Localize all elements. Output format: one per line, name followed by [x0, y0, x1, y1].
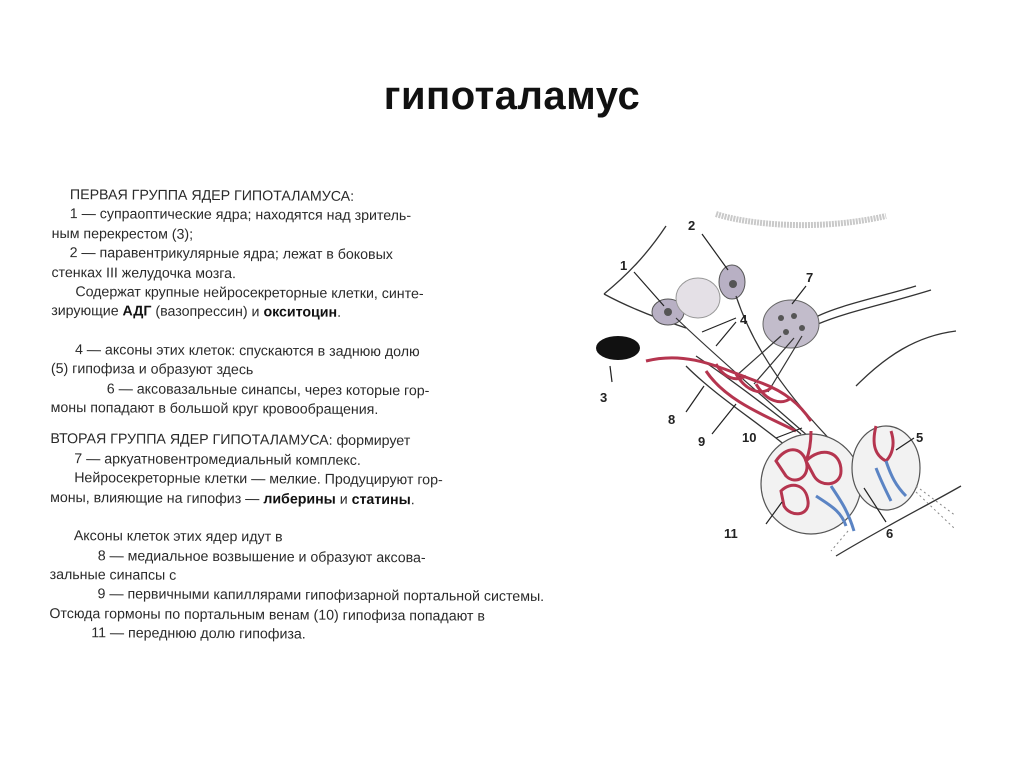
fiber-bundle [818, 290, 931, 324]
upper-structure [716, 214, 886, 225]
nucleus-cell [799, 325, 805, 331]
text-line: (5) гипофиза и образуют здесь [50, 361, 254, 379]
text-fragment: зирующие [51, 303, 123, 320]
text-line: Нейросекреторные клетки — мелкие. Продуцируют гор- [74, 470, 443, 489]
optic-chiasm [596, 336, 640, 360]
text-line: Отсюда гормоны по портальным венам (10) гипофиза попадают в [49, 605, 485, 625]
text-line: моны попадают в большой круг кровообращения. [50, 400, 379, 419]
label-11: 11 [724, 526, 738, 541]
posterior-lobe [852, 426, 920, 510]
text-line: 7 — аркуатновентромедиальный комплекс. [74, 451, 361, 469]
text-line: зальные синапсы с [49, 566, 177, 584]
statins-term: статины [351, 491, 411, 508]
leader-line [686, 386, 704, 412]
anterior-lobe [761, 434, 861, 534]
hypothalamus-diagram [586, 206, 966, 566]
fiber-bundle [814, 286, 916, 318]
text-line: Аксоны клеток этих ядер идут в [73, 528, 283, 546]
text-fragment: моны, влияющие на гипофиз — [50, 489, 264, 507]
third-ventricle-wall [856, 331, 956, 386]
text-line: 4 — аксоны этих клеток: спускаются в заднюю долю [74, 341, 420, 361]
axon-line [754, 338, 794, 384]
leader-line [702, 318, 736, 332]
label-9: 9 [698, 434, 706, 449]
leader-line [610, 366, 612, 382]
slide-title: гипоталамус [383, 74, 641, 118]
oxytocin-term: окситоцин [263, 304, 338, 322]
text-line: стенках III желудочка мозга. [51, 264, 236, 282]
axon-line [736, 336, 781, 376]
nucleus-cell [778, 315, 784, 321]
text-line: 1 — супраоптические ядра; находятся над зритель- [69, 206, 412, 225]
group1-heading: ПЕРВАЯ ГРУППА ЯДЕР ГИПОТАЛАМУСА: [69, 187, 355, 205]
leader-line [702, 234, 728, 270]
nucleus-cell [729, 280, 737, 288]
label-7: 7 [806, 270, 814, 285]
text-line: ным перекрестом (3); [51, 225, 194, 243]
outflow-line [916, 486, 956, 516]
text-line: 8 — медиальное возвышение и образуют аксова- [97, 547, 426, 566]
text-fragment: формирует [332, 433, 411, 450]
text-fragment: (вазопрессин) и [151, 304, 264, 321]
label-2: 2 [688, 218, 696, 233]
text-fragment: и [335, 491, 352, 508]
label-6: 6 [886, 526, 894, 541]
group2-heading: ВТОРАЯ ГРУППА ЯДЕР ГИПОТАЛАМУСА: [50, 431, 333, 450]
label-4: 4 [740, 312, 748, 327]
nucleus-cell [783, 329, 789, 335]
label-1: 1 [620, 258, 628, 273]
label-10: 10 [742, 430, 757, 445]
label-5: 5 [916, 430, 924, 445]
liberins-term: либерины [263, 490, 336, 508]
outline-upper [604, 226, 666, 294]
text-line: 2 — паравентрикулярные ядра; лежат в боковых [69, 245, 393, 264]
text-line: 11 — переднюю долю гипофиза. [91, 625, 306, 643]
label-8: 8 [668, 412, 676, 427]
adg-term: АДГ [122, 303, 152, 321]
nucleus-cell [664, 308, 672, 316]
text-line: 6 — аксовазальные синапсы, через которые гор- [106, 380, 430, 399]
text-line: 9 — первичными капиллярами гипофизарной портальной системы. [97, 586, 545, 606]
leader-line [712, 404, 736, 434]
outflow-line [831, 531, 848, 551]
label-3: 3 [600, 390, 608, 405]
nucleus-cell [791, 313, 797, 319]
ventricle-section [676, 278, 720, 318]
text-fragment: . [410, 491, 415, 508]
text-line: Содержат крупные нейросекреторные клетки, синте- [75, 284, 424, 303]
text-fragment: . [337, 305, 342, 322]
leader-line [634, 272, 664, 306]
